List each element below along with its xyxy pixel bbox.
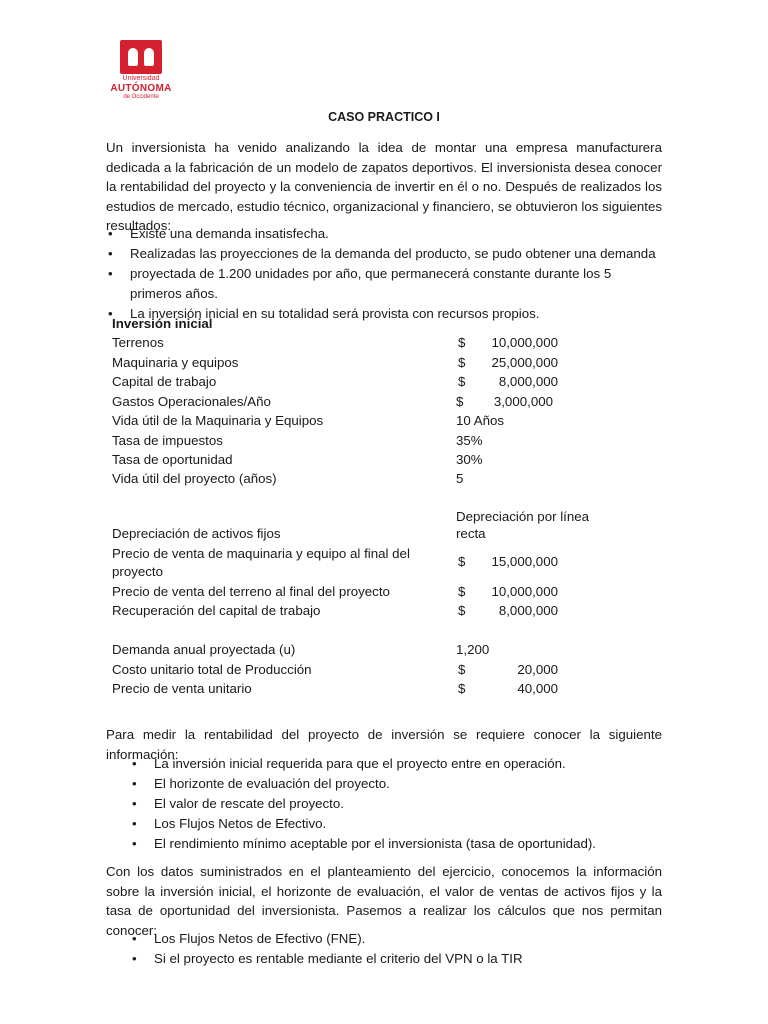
- row-amount: 3,000,000: [493, 394, 553, 409]
- university-logo: [106, 40, 176, 104]
- row-value: Depreciación por línea: [456, 509, 590, 524]
- list-item: • proyectada de 1.200 unidades por año, que permanecerá constante durante los 5 primeros años.: [106, 264, 666, 304]
- list-item: • Realizadas las proyecciones de la demanda del producto, se pudo obtener una demanda: [106, 244, 666, 264]
- conclusion-paragraph: Con los datos suministrados en el planteamiento del ejercicio, conocemos la información sobre la inversión inicial, el horizonte de evaluación, el valor de ventas de activos fijos y la tasa de oportunidad del inversionista. Pasemos a realizar los cálculos que nos permitan conocer:: [106, 864, 662, 938]
- results-list: [106, 224, 666, 324]
- list-item: • Los Flujos Netos de Efectivo.: [130, 814, 670, 834]
- row-label: Tasa de impuestos: [112, 433, 223, 448]
- row-label: Precio de venta del terreno al final del proyecto: [112, 584, 390, 599]
- measure-intro: Para medir la rentabilidad del proyecto de inversión se requiere conocer la siguiente información:: [106, 727, 662, 762]
- row-value: recta: [456, 526, 486, 541]
- row-label: Capital de trabajo: [112, 374, 217, 389]
- logo-line-3: de Occidente: [123, 94, 159, 100]
- row-label: Precio de venta unitario: [112, 681, 252, 696]
- logo-line-2: AUTÓNOMA: [110, 83, 172, 94]
- row-amount: 10,000,000: [491, 584, 558, 599]
- row-amount: 20,000: [517, 662, 558, 677]
- measure-list: [130, 754, 670, 854]
- row-label: Recuperación del capital de trabajo: [112, 603, 321, 618]
- row-label: Vida útil de la Maquinaria y Equipos: [112, 413, 324, 428]
- row-label: Tasa de oportunidad: [112, 452, 233, 467]
- row-amount: 40,000: [517, 681, 558, 696]
- list-item: • Los Flujos Netos de Efectivo (FNE).: [130, 929, 670, 949]
- calc-list: [130, 929, 670, 969]
- row-label: Costo unitario total de Producción: [112, 662, 312, 677]
- row-value: 10 Años: [456, 413, 505, 428]
- currency-symbol: $: [458, 603, 466, 618]
- row-amount: 8,000,000: [498, 603, 558, 618]
- row-label: Gastos Operacionales/Año: [112, 394, 271, 409]
- row-amount: 25,000,000: [491, 355, 558, 370]
- currency-symbol: $: [458, 335, 466, 350]
- row-label: Maquinaria y equipos: [112, 355, 239, 370]
- list-item: • Existe una demanda insatisfecha.: [106, 224, 666, 244]
- row-label: Depreciación de activos fijos: [112, 526, 281, 541]
- row-label: Terrenos: [112, 335, 164, 350]
- intro-paragraph: Un inversionista ha venido analizando la idea de montar una empresa manufacturera dedicada a la fabricación de un modelo de zapatos deportivos. El inversionista desea conocer la rentabilidad del proyecto y la conveniencia de invertir en él o no. Después de realizados los estudios de mercado, estudio técnico, organizacional y financiero, se obtuvieron los siguientes resultados:: [106, 140, 662, 233]
- list-item: • El horizonte de evaluación del proyecto.: [130, 774, 670, 794]
- logo-line-1: Universidad: [122, 75, 160, 82]
- row-value: 35%: [456, 433, 483, 448]
- row-label: Vida útil del proyecto (años): [112, 471, 277, 486]
- row-label: proyecto: [112, 564, 163, 579]
- list-item: • El rendimiento mínimo aceptable por el inversionista (tasa de oportunidad).: [130, 834, 670, 854]
- row-label: Precio de venta de maquinaria y equipo al final del: [112, 546, 410, 561]
- currency-symbol: $: [458, 681, 466, 696]
- list-item: • El valor de rescate del proyecto.: [130, 794, 670, 814]
- table-heading: Inversión inicial: [112, 316, 213, 331]
- currency-symbol: $: [458, 374, 466, 389]
- currency-symbol: $: [456, 394, 464, 409]
- row-value: 1,200: [456, 642, 490, 657]
- currency-symbol: $: [458, 554, 466, 569]
- list-item: • Si el proyecto es rentable mediante el criterio del VPN o la TIR: [130, 949, 670, 969]
- logo-mark-icon: [120, 40, 162, 74]
- currency-symbol: $: [458, 584, 466, 599]
- currency-symbol: $: [458, 662, 466, 677]
- row-value: 30%: [456, 452, 483, 467]
- document-title: CASO PRACTICO I: [328, 110, 440, 124]
- row-amount: 10,000,000: [491, 335, 558, 350]
- list-item: • La inversión inicial en su totalidad será provista con recursos propios.: [106, 304, 666, 324]
- row-amount: 8,000,000: [498, 374, 558, 389]
- row-amount: 15,000,000: [491, 554, 558, 569]
- row-value: 5: [456, 471, 464, 486]
- currency-symbol: $: [458, 355, 466, 370]
- list-item: • La inversión inicial requerida para que el proyecto entre en operación.: [130, 754, 670, 774]
- row-label: Demanda anual proyectada (u): [112, 642, 296, 657]
